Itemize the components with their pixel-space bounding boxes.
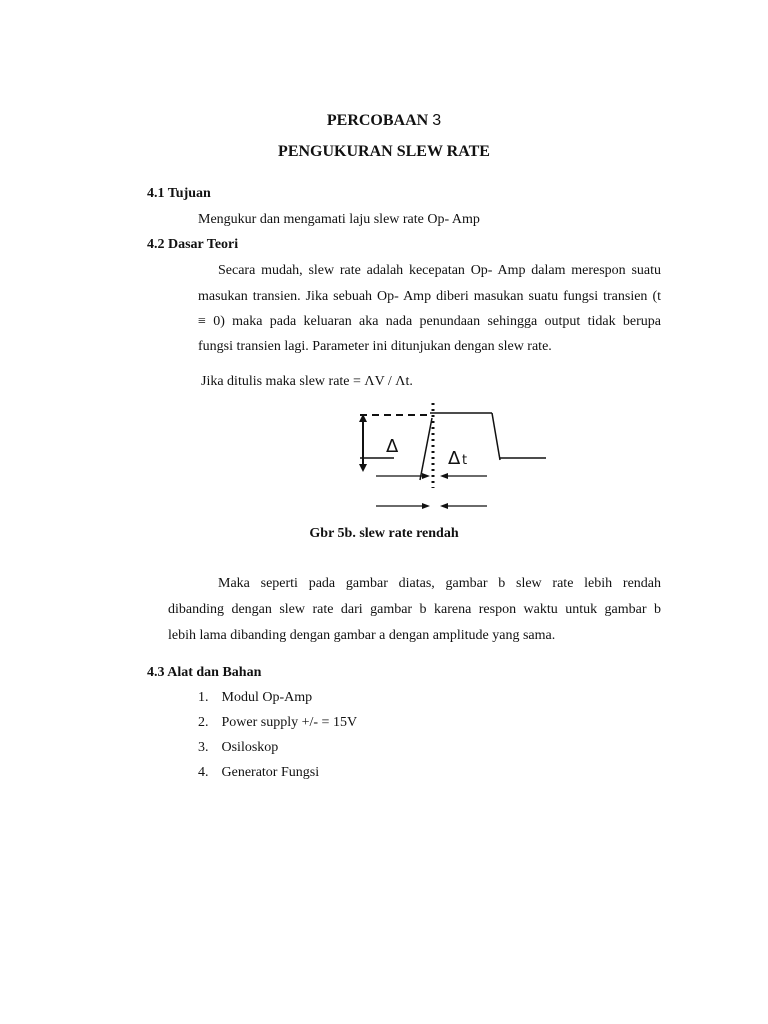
delta-v-label: Δ xyxy=(386,436,399,457)
arrow-down-icon xyxy=(359,464,367,472)
list-item-number: 3. xyxy=(198,740,209,755)
discussion-line-1: Maka seperti pada gambar diatas, gambar b slew rate lebih rendah xyxy=(218,576,661,591)
arrow-left-icon xyxy=(440,503,448,509)
list-item-label: Power supply +/- = 15V xyxy=(221,715,358,730)
title-number: 3 xyxy=(432,112,442,129)
list-item xyxy=(198,765,319,781)
section-4-1-heading: 4.1 Tujuan xyxy=(147,186,211,201)
arrow-right-icon xyxy=(422,473,430,479)
discussion-line-2: dibanding dengan slew rate dari gambar b karena respon waktu untuk gambar b xyxy=(168,602,661,617)
section-4-3-heading: 4.3 Alat dan Bahan xyxy=(147,665,262,680)
section-4-2-heading: 4.2 Dasar Teori xyxy=(147,237,239,252)
list-item-label: Modul Op-Amp xyxy=(221,690,313,705)
delta-t-symbol: Δ xyxy=(448,448,461,469)
theory-line-2: masukan transien. Jika sebuah Op- Amp diberi masukan suatu fungsi transien (t xyxy=(198,289,661,304)
falling-edge-line xyxy=(492,413,500,460)
slew-rate-formula: Jika ditulis maka slew rate = ΛV / Λt. xyxy=(201,374,413,389)
arrow-right-icon xyxy=(422,503,430,509)
list-item-label: Generator Fungsi xyxy=(221,765,320,780)
theory-line-3: ≡ 0) maka pada keluaran aka nada penundaan sehingga output tidak berupa xyxy=(198,314,661,329)
section-4-1-text: Mengukur dan mengamati laju slew rate Op- Amp xyxy=(198,212,480,227)
list-item xyxy=(198,690,312,706)
list-item xyxy=(198,740,278,756)
theory-line-1: Secara mudah, slew rate adalah kecepatan Op- Amp dalam merespon suatu xyxy=(218,263,661,278)
list-item-number: 2. xyxy=(198,715,209,730)
list-item xyxy=(198,715,357,731)
list-item-label: Osiloskop xyxy=(221,740,279,755)
delta-t-letter: t xyxy=(462,453,468,468)
arrow-left-icon xyxy=(440,473,448,479)
discussion-line-3: lebih lama dibanding dengan gambar a dengan amplitude yang sama. xyxy=(168,628,556,643)
list-item-number: 4. xyxy=(198,765,209,780)
theory-line-4: fungsi transien lagi. Parameter ini ditunjukan dengan slew rate. xyxy=(198,339,552,354)
page-title xyxy=(0,112,768,130)
page-subtitle: PENGUKURAN SLEW RATE xyxy=(278,143,490,160)
figure-caption: Gbr 5b. slew rate rendah xyxy=(309,526,459,541)
list-item-number: 1. xyxy=(198,690,209,705)
title-prefix: PERCOBAAN xyxy=(326,112,429,129)
rising-slope-line xyxy=(420,418,432,480)
slew-rate-figure xyxy=(350,400,560,520)
